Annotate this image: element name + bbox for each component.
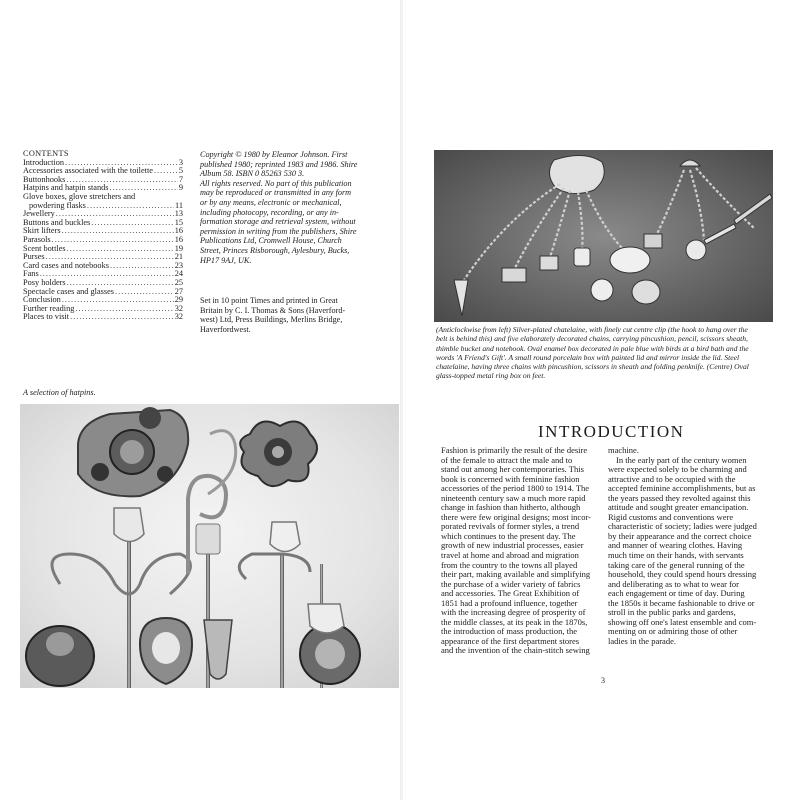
body-text-line: there were few original designs; most incor- [441, 511, 591, 522]
body-text-line: porated revivals of former styles, a trend [441, 521, 580, 532]
chatelaine-photo [434, 150, 773, 322]
copyright-line: Album 58. ISBN 0 85263 530 3. [200, 169, 305, 179]
body-text-line: the middle classes, at its peak in the 1870s, [441, 616, 588, 627]
toc-page-number: 19 [174, 243, 183, 253]
body-text-line: from the country to the towns all played [441, 559, 578, 570]
body-text-line: appearance of the first department stores [441, 635, 580, 646]
toc-page-number: 29 [174, 295, 183, 305]
printer-line: Set in 10 point Times and printed in Great [200, 296, 338, 305]
toc-entry-title: Accessories associated with the toilette [23, 166, 153, 176]
body-text-line: their part, making available and simplifying [441, 569, 591, 580]
caption-line: words 'A Friend's Gift'. A small round porcelain box with painted lid and mirror inside the lid. Steel [436, 352, 740, 362]
toc-entry-title: Fans [23, 269, 39, 279]
introduction-heading: INTRODUCTION [538, 422, 685, 441]
toc-leader-dots [110, 262, 174, 271]
contents-entries [23, 159, 183, 322]
body-text-line: 1851 had a profound influence, together [441, 597, 578, 608]
body-text-line: and the invention of the chain-stitch sewing [441, 645, 590, 656]
body-text-line: stand out among her contemporaries. This [441, 464, 584, 475]
toc-entry-title: Introduction [23, 157, 65, 167]
copyright-line: published 1980; reprinted 1983 and 1986. Shire [200, 159, 358, 169]
copyright-notice [200, 150, 392, 265]
copyright-line: Publications Ltd, Cromwell House, Church [200, 236, 342, 246]
toc-leader-dots [70, 313, 174, 322]
toc-page-number: 25 [174, 277, 183, 287]
hatpins-caption: A selection of hatpins. [23, 388, 96, 397]
body-text-line: attractive and to be occupied with the [608, 473, 736, 484]
copyright-line: All rights reserved. No part of this publication [200, 178, 352, 188]
caption-line: thimble bucket and notebook. Oval enamel box decorated in pale blue with birds at a bird bath and the [436, 343, 749, 353]
body-text-line: change in fashion than hitherto, although [441, 502, 581, 513]
body-text-line: were expected solely to be charming and [608, 464, 747, 475]
body-text-line: growth of new industrial processes, easier [441, 540, 584, 551]
copyright-line: may be reproduced or transmitted in any form [200, 188, 352, 198]
toc-leader-dots [87, 202, 174, 211]
toc-leader-dots [62, 227, 174, 236]
toc-entry-title: powdering flasks [29, 200, 86, 210]
toc-entry [23, 262, 183, 271]
caption-line: belt is behind this) and five elaborately decorated chains, carrying pincushion, pencil, scissors sheath, [436, 334, 748, 344]
toc-page-number: 11 [175, 200, 183, 210]
body-text-line: the purchase of a wider variety of fabrics [441, 578, 581, 589]
toc-leader-dots [115, 288, 174, 297]
body-text-line: showing off one's latest ensemble and com- [608, 616, 757, 627]
caption-line: (Anticlockwise from left) Silver-plated chatelaine, with finely cut centre clip (the hook to hang over the [436, 325, 748, 334]
toc-entry-title: Buttonhooks [23, 174, 66, 184]
body-text-line: of the female to attract the male and to [441, 454, 573, 465]
toc-page-number: 27 [174, 286, 183, 296]
caption-line: chatelaine, having three chains with pincushion, scissors in sheath and folding penknife. (Centre) Oval [436, 362, 749, 372]
body-text-line: ladies in the parade. [608, 635, 676, 646]
body-text-line: household, they could spend hours dressing [608, 569, 757, 580]
toc-entry-title: Parasols [23, 234, 51, 244]
toc-entry-title: Buttons and buckles [23, 217, 91, 227]
body-text-line: stroll in the public parks and gardens, [608, 607, 736, 618]
body-text-line: the 1850s it became fashionable to drive or [608, 597, 755, 608]
toc-page-number: 13 [174, 209, 183, 219]
body-text-line: which continues to the present day. The [441, 530, 576, 541]
body-text-line: In the early part of the century women [616, 454, 747, 465]
body-text-line: the introduction of mass production, the [441, 626, 577, 637]
body-text-line: with the increasing degree of prosperity of [441, 607, 586, 618]
toc-entry [23, 245, 183, 254]
copyright-line: including photocopy, recording, or any in- [200, 207, 339, 217]
toc-leader-dots [154, 167, 178, 176]
body-text-line: characteristic of society; ladies were judged [608, 521, 757, 532]
toc-entry-title: Skirt lifters [23, 226, 61, 236]
printer-line: Haverfordwest. [200, 324, 251, 334]
toc-page-number: 7 [178, 174, 183, 184]
copyright-line: permission in writing from the publishers, Shire [200, 226, 357, 236]
body-text-line: much time on their hands, with servants [608, 550, 744, 561]
copyright-line: Street, Princes Risborough, Aylesbury, Bucks, [200, 245, 350, 255]
toc-entry-title: Posy holders [23, 277, 66, 287]
toc-entry [23, 313, 183, 322]
toc-page-number: 23 [174, 260, 183, 270]
body-text-line: the years passed they revolted against this [608, 492, 751, 503]
body-text-line: and accessories. The Great Exhibition of [441, 588, 580, 599]
intro-column-1 [441, 446, 598, 656]
printer-line: Britain by C. I. Thomas & Sons (Haverford- [200, 305, 346, 315]
body-text-line: by their appearance and the correct choice [608, 530, 752, 541]
toc-page-number: 5 [178, 166, 183, 176]
copyright-line: HP17 9AJ, UK. [200, 255, 252, 265]
printer-notice [200, 296, 392, 334]
toc-entry-title: Hatpins and hatpin stands [23, 183, 109, 193]
toc-entry-title: Places to visit [23, 312, 70, 322]
toc-page-number: 21 [174, 252, 183, 262]
body-text-line: accessories of the period 1800 to 1914. The [441, 483, 590, 494]
page-number: 3 [601, 676, 605, 685]
chatelaine-caption [436, 325, 776, 381]
toc-entry-title: Scent bottles [23, 243, 66, 253]
hatpins-photo [20, 404, 399, 688]
printer-line: west) Ltd, Press Buildings, Merlins Bridge, [200, 315, 343, 325]
intro-column-2 [608, 446, 768, 646]
body-text-line: machine. [608, 445, 639, 455]
toc-entry-title: Further reading [23, 303, 75, 313]
toc-entry-title: Spectacle cases and glasses [23, 286, 114, 296]
toc-page-number: 9 [178, 183, 183, 193]
copyright-line: or by any means, electronic or mechanical, [200, 197, 342, 207]
toc-entry-title: Card cases and notebooks [23, 260, 109, 270]
toc-leader-dots [52, 236, 174, 245]
toc-page-number: 15 [174, 217, 183, 227]
toc-leader-dots [62, 296, 174, 305]
toc-page-number: 32 [174, 303, 183, 313]
copyright-line: formation storage and retrieval system, without [200, 217, 356, 227]
toc-entry-title: Jewellery [23, 209, 55, 219]
body-text-line: and manner of wearing clothes. Having [608, 540, 743, 551]
body-text-line: travel at home and abroad and migration [441, 550, 579, 561]
body-text-line: Fashion is primarily the result of the desire [441, 445, 588, 455]
toc-entry-title: Purses [23, 252, 45, 262]
toc-leader-dots [67, 245, 174, 254]
caption-line: glass-topped metal ring box on feet. [436, 371, 546, 381]
body-text-line: book is concerned with feminine fashion [441, 473, 580, 484]
toc-page-number: 3 [178, 157, 183, 167]
toc-leader-dots [75, 305, 173, 314]
body-text-line: Rigid customs and conventions were [608, 511, 734, 522]
toc-entry-title: Conclusion [23, 295, 61, 305]
body-text-line: and deliberating as to what to wear for [608, 578, 739, 589]
body-text-line: nineteenth century saw a much more rapid [441, 492, 586, 503]
toc-entry-title: Glove boxes, glove stretchers and [23, 191, 136, 201]
toc-page-number: 16 [174, 234, 183, 244]
toc-page-number: 24 [174, 269, 183, 279]
toc-page-number: 32 [174, 312, 183, 322]
body-text-line: menting on or admiring those of other [608, 626, 738, 637]
copyright-line: Copyright © 1980 by Eleanor Johnson. First [200, 150, 348, 159]
body-text-line: accepted feminine accomplishments, but as [608, 483, 756, 494]
body-text-line: taking care of the general running of the [608, 559, 745, 570]
body-text-line: attitude and sought greater emancipation. [608, 502, 749, 513]
contents-heading: CONTENTS [23, 149, 69, 158]
contents-list [23, 150, 183, 322]
toc-page-number: 16 [174, 226, 183, 236]
body-text-line: each engagement or time of day. During [608, 588, 745, 599]
toc-leader-dots [91, 219, 173, 228]
